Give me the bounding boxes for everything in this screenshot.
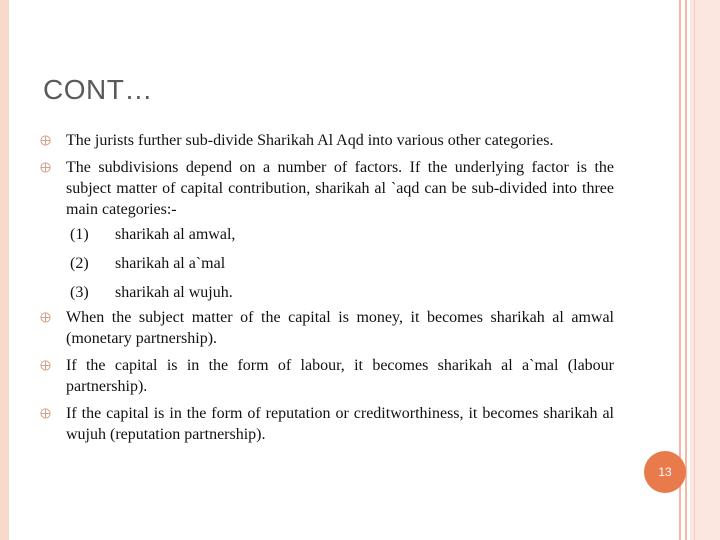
sub-item-number: (2) bbox=[70, 255, 89, 272]
cross-circle-icon bbox=[40, 312, 51, 323]
slide-title: CONT… bbox=[43, 74, 153, 105]
cross-circle-icon bbox=[40, 408, 51, 419]
cross-circle-icon bbox=[40, 162, 51, 173]
bullet-text: When the subject matter of the capital is money, it becomes sharikah al amwal (monetary partnership). bbox=[66, 309, 614, 347]
slide-content bbox=[40, 130, 614, 445]
bullet-item bbox=[40, 307, 614, 349]
sub-item-number: (3) bbox=[70, 284, 89, 301]
sub-item-number: (1) bbox=[70, 226, 89, 243]
page-number-badge bbox=[644, 451, 686, 493]
page-number: 13 bbox=[658, 465, 672, 479]
bullet-text: The subdivisions depend on a number of factors. If the underlying factor is the subject matter of capital contribution, sharikah al `aqd can be sub-divided into three main categories:- bbox=[66, 159, 614, 218]
bullet-text: If the capital is in the form of labour, it becomes sharikah al a`mal (labour partnership). bbox=[66, 357, 614, 395]
sub-item-text: sharikah al a`mal bbox=[115, 255, 226, 272]
right-decorative-band bbox=[679, 0, 720, 540]
sub-item bbox=[40, 249, 614, 278]
bullet-text: If the capital is in the form of reputation or creditworthiness, it becomes sharikah al wujuh (reputation partnership). bbox=[66, 405, 614, 443]
sub-item-text: sharikah al amwal, bbox=[115, 226, 236, 243]
left-border-stripe bbox=[0, 0, 9, 540]
cross-circle-icon bbox=[40, 360, 51, 371]
sub-item bbox=[40, 278, 614, 307]
bullet-item bbox=[40, 403, 614, 445]
cross-circle-icon bbox=[40, 135, 51, 146]
bullet-text: The jurists further sub-divide Sharikah Al Aqd into various other categories. bbox=[66, 132, 554, 149]
sub-item bbox=[40, 220, 614, 249]
bullet-item bbox=[40, 157, 614, 220]
bullet-item bbox=[40, 130, 614, 151]
bullet-item bbox=[40, 355, 614, 397]
sub-item-text: sharikah al wujuh. bbox=[115, 284, 233, 301]
